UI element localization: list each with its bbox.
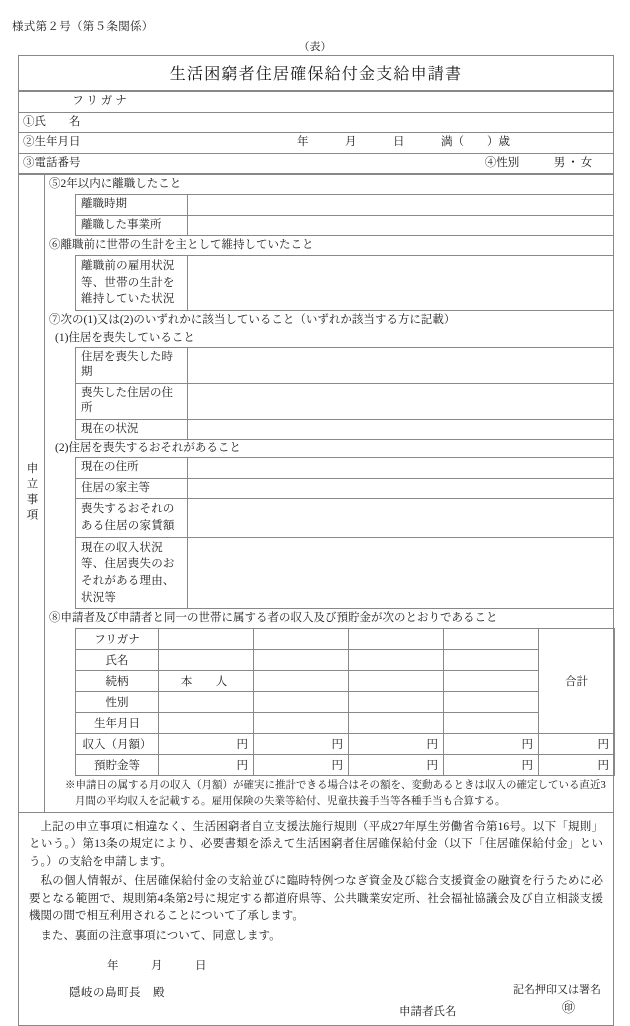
sex-label: ④性別 <box>469 153 535 174</box>
s8-sex-p4[interactable] <box>444 692 539 713</box>
s7a-row0-input[interactable] <box>188 347 614 383</box>
claim-items-section <box>19 174 613 812</box>
section6-row0-label: 離職前の雇用状況等、世帯の生計を維持していた状況 <box>76 255 188 310</box>
s7b-row3-input[interactable] <box>188 537 614 609</box>
statement-block <box>19 812 613 951</box>
s8-dob-p1[interactable] <box>159 713 254 734</box>
signature-block <box>19 951 613 1025</box>
s8-income-p2[interactable]: 円 <box>254 734 349 755</box>
table-row-furigana <box>76 629 615 650</box>
section7-sub2-table <box>75 457 614 609</box>
dob-year-unit: 年 <box>297 136 309 149</box>
s7b-row3-label: 現在の収入状況等、住居喪失のおそれがある理由、状況等 <box>76 537 188 609</box>
s8-savings-p2[interactable]: 円 <box>254 755 349 776</box>
s8-dob-p2[interactable] <box>254 713 349 734</box>
table-row <box>76 195 614 216</box>
table-row-name <box>19 112 613 133</box>
table-row-sex <box>76 692 615 713</box>
form-title: 生活困窮者住居確保給付金支給申請書 <box>19 56 613 91</box>
date-day-unit: 日 <box>195 960 207 973</box>
s8-income-total[interactable]: 円 <box>539 734 615 755</box>
furigana-label: フリガナ <box>19 92 183 113</box>
form-number: 様式第２号（第５条関係） <box>12 21 154 33</box>
section7-sub1-table <box>75 347 614 441</box>
form-frame <box>18 55 614 1026</box>
seal-instruction-label: 記名押印又は署名 <box>513 984 601 997</box>
s7b-row0-label: 現在の住所 <box>76 458 188 479</box>
table-row <box>76 383 614 419</box>
s7a-row1-label: 喪失した住居の住所 <box>76 383 188 419</box>
table-row-income <box>76 734 615 755</box>
s7a-row0-label: 住居を喪失した時期 <box>76 347 188 383</box>
s7b-row2-label: 喪失するおそれのある住居の家賃額 <box>76 499 188 537</box>
table-row <box>76 458 614 479</box>
table-row <box>76 499 614 537</box>
s8-savings-total[interactable]: 円 <box>539 755 615 776</box>
statement-paragraph-1: 上記の申立事項に相違なく、生活困窮者自立支援法施行規則（平成27年厚生労働省令第16号。以下「規則」という。）第13条の規定により、必要書類を添えて生活困窮者住居確保給付金（以下「住居確保給付金」という。）の支給を申請します。 <box>29 820 603 868</box>
claim-side-label-text: 申立事項 <box>25 462 38 525</box>
section7-sub1-heading: (1)住居を喪失していること <box>55 331 195 344</box>
s7b-row0-input[interactable] <box>188 458 614 479</box>
s8-savings-p4[interactable]: 円 <box>444 755 539 776</box>
s8-income-p3[interactable]: 円 <box>349 734 444 755</box>
table-row-savings <box>76 755 615 776</box>
s8-relation-p2[interactable] <box>254 671 349 692</box>
s8-relation-self: 本 人 <box>159 671 254 692</box>
section7-heading: ⑦次の(1)又は(2)のいずれかに該当していること（いずれか該当する方に記載） <box>49 313 456 326</box>
tel-input[interactable] <box>183 153 469 174</box>
seal-icon: ㊞ <box>561 1000 575 1016</box>
claim-items-body <box>45 175 615 812</box>
claim-items-side-label <box>19 175 45 812</box>
date-year-unit: 年 <box>107 960 119 973</box>
s8-row-label-furigana: フリガナ <box>76 629 159 650</box>
dob-label: ②生年月日 <box>19 133 183 154</box>
section5-heading: ⑤2年以内に離職したこと <box>49 178 182 191</box>
table-row-relation <box>76 671 615 692</box>
table-row <box>76 215 614 236</box>
s8-sex-p2[interactable] <box>254 692 349 713</box>
s8-row-label-name: 氏名 <box>76 650 159 671</box>
s8-dob-p3[interactable] <box>349 713 444 734</box>
section8-note: ※申請日の属する月の収入（月額）が確実に推計できる場合はその額を、変動あるときは収入の確定している直近3月間の平均収入を記載する。雇用保険の失業等給付、児童扶養手当等各種手当も合算する。 <box>65 780 606 807</box>
dob-month-unit: 月 <box>345 136 357 149</box>
s8-furigana-p2[interactable] <box>254 629 349 650</box>
table-row <box>76 255 614 310</box>
section8-income-table <box>75 628 615 776</box>
s8-savings-p1[interactable]: 円 <box>159 755 254 776</box>
s8-name-p3[interactable] <box>349 650 444 671</box>
s8-furigana-p3[interactable] <box>349 629 444 650</box>
s8-furigana-p4[interactable] <box>444 629 539 650</box>
dob-day-unit: 日 <box>393 136 405 149</box>
s8-total-label: 合計 <box>539 629 615 734</box>
section5-row1-label: 離職した事業所 <box>76 215 188 236</box>
dob-input[interactable] <box>183 133 613 154</box>
s8-row-label-income: 収入（月額） <box>76 734 159 755</box>
s8-relation-p3[interactable] <box>349 671 444 692</box>
s8-name-p1[interactable] <box>159 650 254 671</box>
s7b-row2-input[interactable] <box>188 499 614 537</box>
s8-dob-p4[interactable] <box>444 713 539 734</box>
section6-heading: ⑥離職前に世帯の生計を主として維持していたこと <box>49 239 314 252</box>
name-label: ①氏 名 <box>19 112 183 133</box>
section5-row0-input[interactable] <box>188 195 614 216</box>
dob-age-field: 満（ ）歳 <box>441 136 510 149</box>
section5-row1-input[interactable] <box>188 215 614 236</box>
s8-row-label-savings: 預貯金等 <box>76 755 159 776</box>
s7a-row1-input[interactable] <box>188 383 614 419</box>
section8-heading: ⑧申請者及び申請者と同一の世帯に属する者の収入及び預貯金が次のとおりであること <box>49 612 498 625</box>
applicant-name-label[interactable]: 申請者氏名 <box>399 1006 457 1019</box>
statement-paragraph-3: また、裏面の注意事項について、同意します。 <box>40 929 281 942</box>
s8-relation-p4[interactable] <box>444 671 539 692</box>
s8-name-p4[interactable] <box>444 650 539 671</box>
s8-row-label-relation: 続柄 <box>76 671 159 692</box>
section5-row0-label: 離職時期 <box>76 195 188 216</box>
s8-name-p2[interactable] <box>254 650 349 671</box>
s8-sex-p1[interactable] <box>159 692 254 713</box>
s7a-row2-input[interactable] <box>188 419 614 440</box>
s7b-row1-label: 住居の家主等 <box>76 478 188 499</box>
s8-income-p1[interactable]: 円 <box>159 734 254 755</box>
table-row-dob <box>76 713 615 734</box>
table-row-furigana <box>19 92 613 113</box>
table-row <box>76 478 614 499</box>
section5-table <box>75 194 614 236</box>
table-row <box>76 537 614 609</box>
applicant-identity-table <box>19 91 613 174</box>
s8-sex-p3[interactable] <box>349 692 444 713</box>
s8-savings-p3[interactable]: 円 <box>349 755 444 776</box>
tel-label: ③電話番号 <box>19 153 183 174</box>
s8-row-label-dob: 生年月日 <box>76 713 159 734</box>
section7-sub2-heading: (2)住居を喪失するおそれがあること <box>55 442 241 455</box>
section6-row0-input[interactable] <box>188 255 614 310</box>
statement-paragraph-2: 私の個人情報が、住居確保給付金の支給並びに臨時特例つなぎ資金及び総合支援資金の融資を行うために必要となる範囲で、規則第4条第2号に規定する都道府県等、公共職業安定所、社会福祉協議会及び自立相談支援機関の間で相互利用されることについて了承します。 <box>29 875 603 923</box>
s8-row-label-sex: 性別 <box>76 692 159 713</box>
table-row <box>76 347 614 383</box>
section6-table <box>75 255 614 311</box>
addressee-label: 隠岐の島町長 殿 <box>69 987 165 1000</box>
table-row <box>76 419 614 440</box>
table-row-tel-sex <box>19 153 613 174</box>
s8-furigana-p1[interactable] <box>159 629 254 650</box>
table-row-dob <box>19 133 613 154</box>
s7a-row2-label: 現在の状況 <box>76 419 188 440</box>
s8-income-p4[interactable]: 円 <box>444 734 539 755</box>
submission-date-line[interactable] <box>29 957 603 973</box>
table-row-name <box>76 650 615 671</box>
name-input[interactable] <box>183 112 613 133</box>
s7b-row1-input[interactable] <box>188 478 614 499</box>
side-marker: （表） <box>298 41 332 53</box>
date-month-unit: 月 <box>151 960 163 973</box>
sex-value[interactable]: 男・女 <box>535 153 613 174</box>
furigana-input[interactable] <box>183 92 613 113</box>
